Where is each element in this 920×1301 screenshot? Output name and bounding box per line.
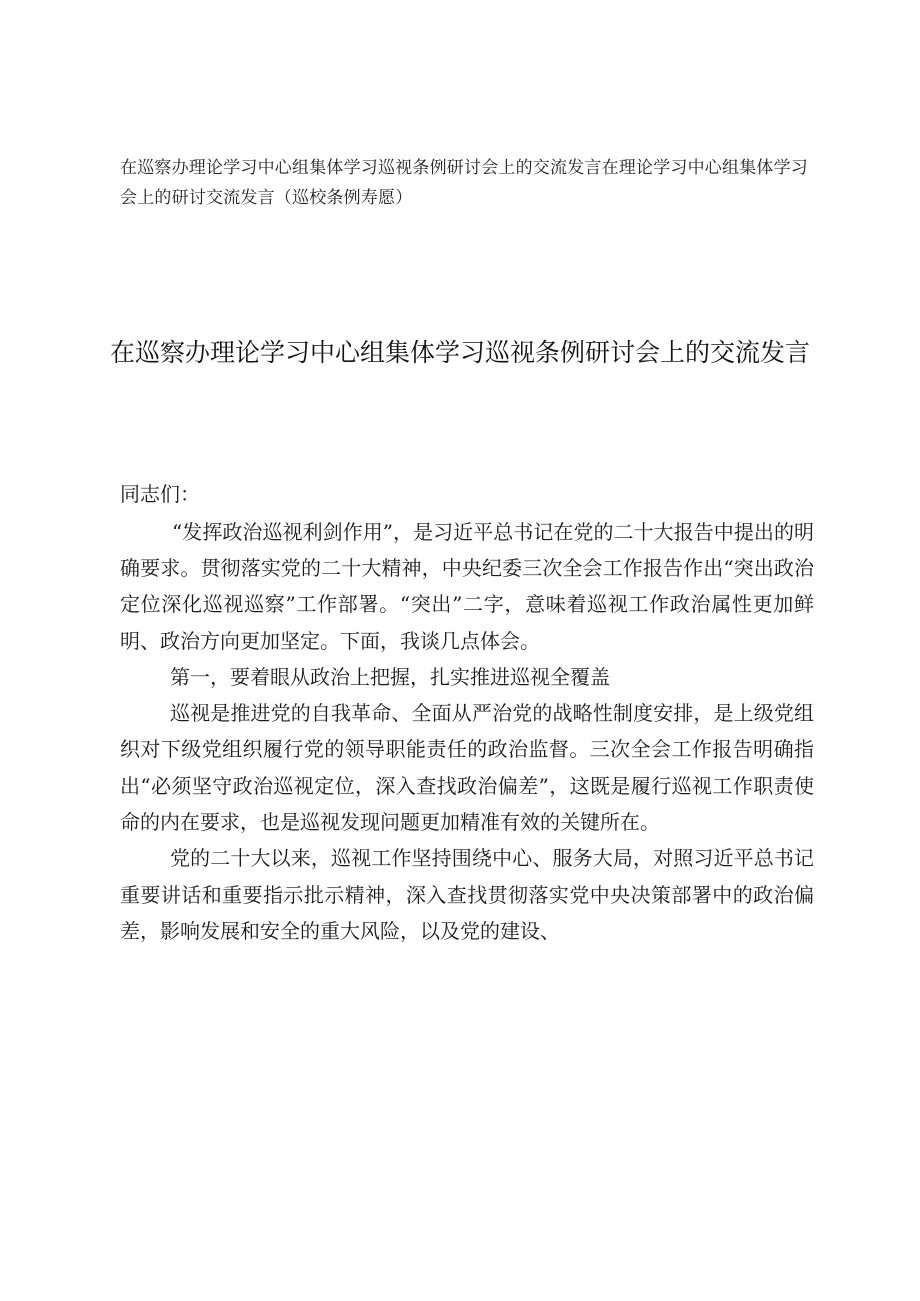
- paragraph-inspection: 巡视是推进党的自我革命、全面从严治党的战略性制度安排，是上级党组织对下级党组织履行党的领导职能责任的政治监督。三次全会工作报告明确指出“必须坚守政治巡视定位，深入查找政治偏差”，这既是履行巡视工作职责使命的内在要求，也是巡视发现问题更加精准有效的关键所在。: [120, 701, 814, 835]
- document-body: [120, 476, 814, 949]
- document-title: 在巡察办理论学习中心组集体学习巡视条例研讨会上的交流发言: [109, 338, 810, 367]
- paragraph-intro: “发挥政治巡视利剑作用”，是习近平总书记在党的二十大报告中提出的明确要求。贯彻落实党的二十大精神，中央纪委三次全会工作报告作出“突出政治定位深化巡视巡察”工作部署。“突出”二字，意味着巡视工作政治属性更加鲜明、政治方向更加坚定。下面，我谈几点体会。: [120, 519, 814, 653]
- section-heading-first: 第一，要着眼从政治上把握，扎实推进巡视全覆盖: [170, 664, 610, 689]
- paragraph-since-congress: 党的二十大以来，巡视工作坚持围绕中心、服务大局，对照习近平总书记重要讲话和重要指示批示精神，深入查找贯彻落实党中央决策部署中的政治偏差，影响发展和安全的重大风险，以及党的建设、: [120, 846, 814, 943]
- salutation: 同志们：: [120, 482, 200, 506]
- document-header: 在巡察办理论学习中心组集体学习巡视条例研讨会上的交流发言在理论学习中心组集体学习会上的研讨交流发言（巡校条例寿愿）: [120, 158, 808, 208]
